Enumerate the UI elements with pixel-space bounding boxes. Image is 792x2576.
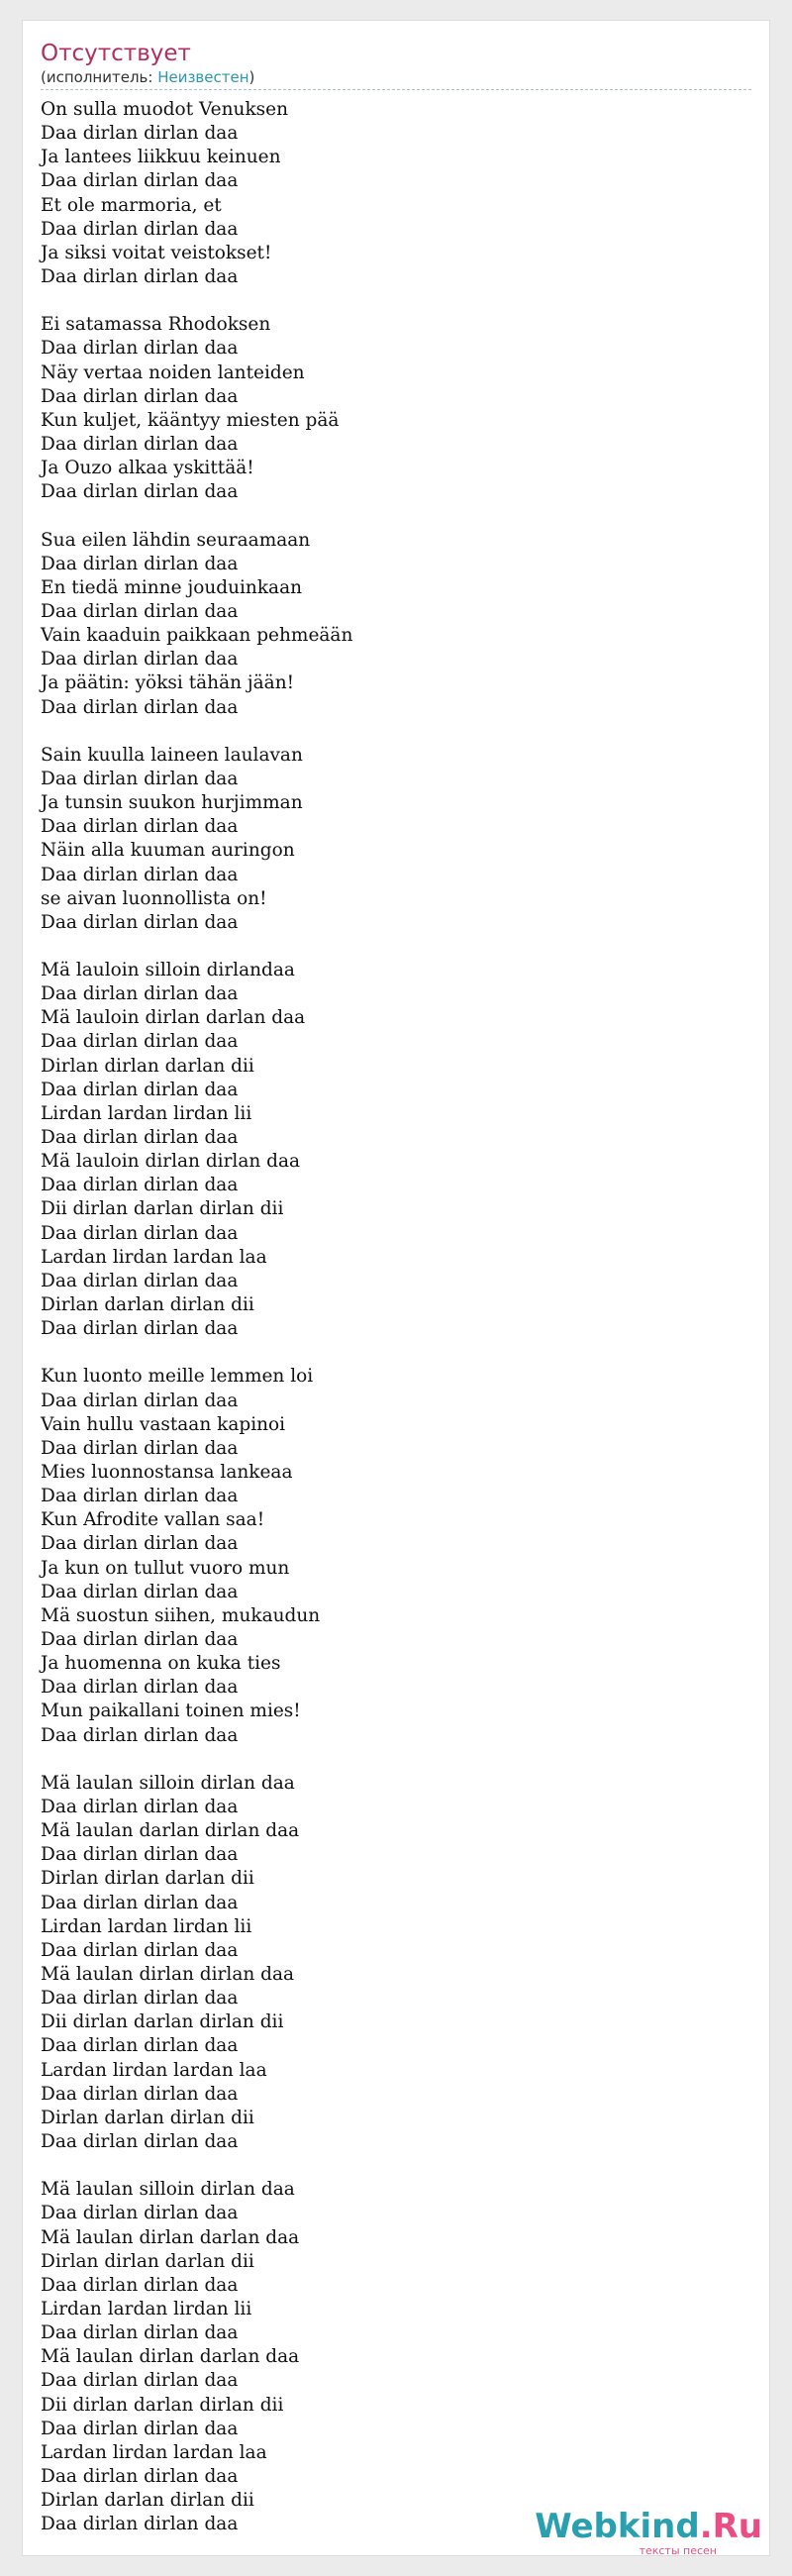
- artist-line: [41, 67, 254, 87]
- logo-wordmark: [535, 2507, 762, 2546]
- title-divider: [41, 89, 751, 90]
- logo-name: Webkind: [535, 2507, 700, 2546]
- site-logo[interactable]: [535, 2507, 762, 2560]
- artist-prefix: (исполнитель:: [41, 68, 158, 86]
- logo-tagline: тексты песен: [639, 2544, 717, 2557]
- logo-tld: .Ru: [699, 2507, 762, 2546]
- lyrics-text: On sulla muodot Venuksen Daa dirlan dirlan daa Ja lantees liikkuu keinuen Daa dirlan dirlan daa Et ole marmoria, et Daa dirlan dirlan daa Ja siksi voitat veistokset! Daa dirlan dirlan daa Ei satamassa Rhodoksen Daa dirlan dirlan daa Näy vertaa noiden lanteiden Daa dirlan dirlan daa Kun kuljet, kääntyy miesten pää Daa dirlan dirlan daa Ja Ouzo alkaa yskittää! Daa dirlan dirlan daa Sua eilen lähdin seuraamaan Daa dirlan dirlan daa En tiedä minne jouduinkaan Daa dirlan dirlan daa Vain kaaduin paikkaan pehmeään Daa dirlan dirlan daa Ja päätin: yöksi tähän jään! Daa dirlan dirlan daa Sain kuulla laineen laulavan Daa dirlan dirlan daa Ja tunsin suukon hurjimman Daa dirlan dirlan daa Näin alla kuuman auringon Daa dirlan dirlan daa se aivan luonnollista on! Daa dirlan dirlan daa Mä lauloin silloin dirlandaa Daa dirlan dirlan daa Mä lauloin dirlan darlan daa Daa dirlan dirlan daa Dirlan dirlan darlan dii Daa dirlan dirlan daa Lirdan lardan lirdan lii Daa dirlan dirlan daa Mä lauloin dirlan dirlan daa Daa dirlan dirlan daa Dii dirlan darlan dirlan dii Daa dirlan dirlan daa Lardan lirdan lardan laa Daa dirlan dirlan daa Dirlan darlan dirlan dii Daa dirlan dirlan daa Kun luonto meille lemmen loi Daa dirlan dirlan daa Vain hullu vastaan kapinoi Daa dirlan dirlan daa Mies luonnostansa lankeaa Daa dirlan dirlan daa Kun Afrodite vallan saa! Daa dirlan dirlan daa Ja kun on tullut vuoro mun Daa dirlan dirlan daa Mä suostun siihen, mukaudun Daa dirlan dirlan daa Ja huomenna on kuka ties Daa dirlan dirlan daa Mun paikallani toinen mies! Daa dirlan dirlan daa Mä laulan silloin dirlan daa Daa dirlan dirlan daa Mä laulan darlan dirlan daa Daa dirlan dirlan daa Dirlan dirlan darlan dii Daa dirlan dirlan daa Lirdan lardan lirdan lii Daa dirlan dirlan daa Mä laulan dirlan dirlan daa Daa dirlan dirlan daa Dii dirlan darlan dirlan dii Daa dirlan dirlan daa Lardan lirdan lardan laa Daa dirlan dirlan daa Dirlan darlan dirlan dii Daa dirlan dirlan daa Mä laulan silloin dirlan daa Daa dirlan dirlan daa Mä laulan dirlan darlan daa Dirlan dirlan darlan dii Daa dirlan dirlan daa Lirdan lardan lirdan lii Daa dirlan dirlan daa Mä laulan dirlan darlan daa Daa dirlan dirlan daa Dii dirlan darlan dirlan dii Daa dirlan dirlan daa Lardan lirdan lardan laa Daa dirlan dirlan daa Dirlan darlan dirlan dii Daa dirlan dirlan daa: [41, 99, 353, 2535]
- song-title: Отсутствует: [41, 41, 191, 66]
- artist-suffix: ): [248, 68, 255, 86]
- artist-link[interactable]: Неизвестен: [157, 68, 249, 86]
